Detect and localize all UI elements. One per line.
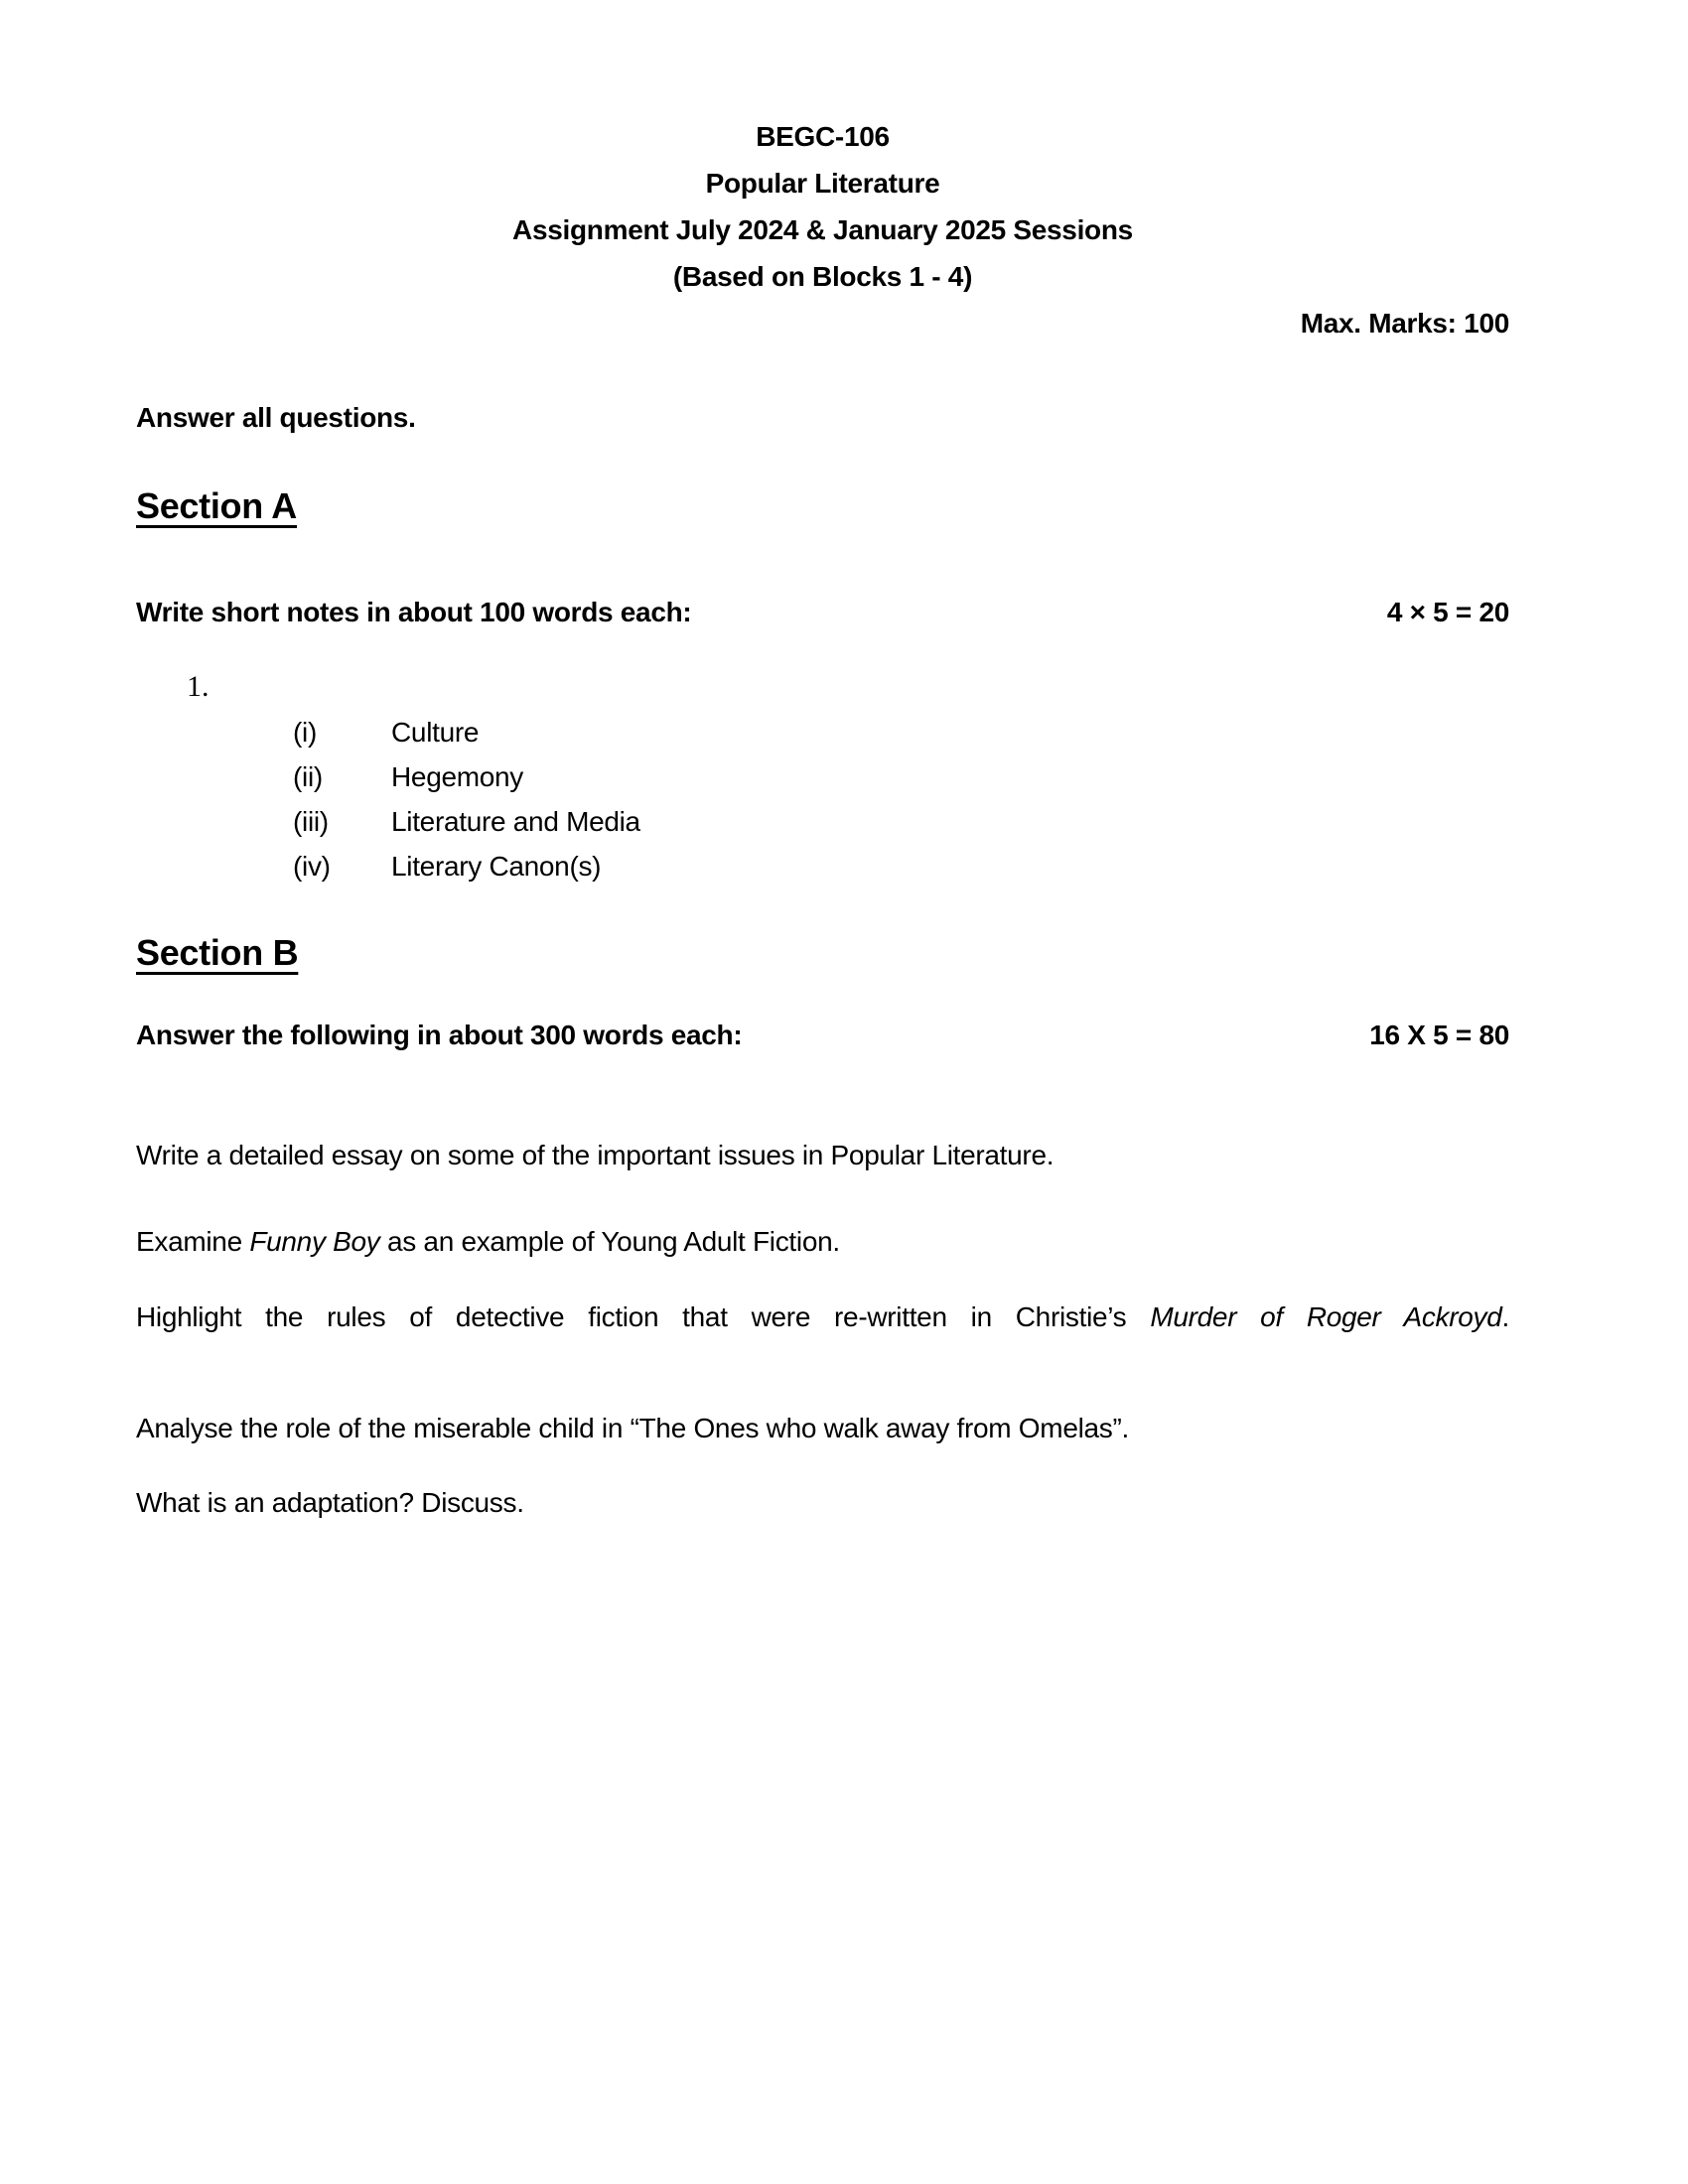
question-adaptation bbox=[136, 1479, 1509, 1526]
question-italic-title: Funny Boy bbox=[249, 1226, 380, 1257]
question-detective-fiction bbox=[136, 1294, 1509, 1340]
short-notes-list bbox=[136, 710, 1509, 888]
section-a-direction: Write short notes in about 100 words each: bbox=[136, 597, 692, 627]
section-a-marks: 4 × 5 = 20 bbox=[1386, 597, 1509, 627]
list-item bbox=[136, 754, 1509, 799]
list-item-numeral: (iii) bbox=[293, 806, 329, 837]
list-item bbox=[136, 799, 1509, 844]
question-omelas bbox=[136, 1405, 1509, 1451]
course-code: BEGC-106 bbox=[756, 121, 890, 152]
question-text: as an example of Young Adult Fiction. bbox=[379, 1226, 840, 1257]
list-item-text: Literary Canon(s) bbox=[391, 851, 602, 882]
list-item-numeral: (i) bbox=[293, 717, 317, 748]
question-funny-boy bbox=[136, 1218, 1509, 1265]
section-b-marks: 16 X 5 = 80 bbox=[1369, 1020, 1509, 1050]
list-item-text: Hegemony bbox=[391, 761, 524, 792]
question-1-number: 1. bbox=[187, 670, 210, 703]
course-title: Popular Literature bbox=[705, 168, 940, 199]
list-item bbox=[136, 710, 1509, 754]
assignment-session-line: Assignment July 2024 & January 2025 Sessions bbox=[512, 214, 1133, 245]
question-text: Highlight the rules of detective fiction that were re-written in Christie’s bbox=[136, 1301, 1151, 1332]
question-italic-title: Murder of Roger Ackroyd bbox=[1150, 1301, 1502, 1332]
question-text: . bbox=[1501, 1301, 1509, 1332]
list-item-text: Culture bbox=[391, 717, 480, 748]
list-item-numeral: (ii) bbox=[293, 761, 323, 792]
list-item-text: Literature and Media bbox=[391, 806, 640, 837]
section-b-title: Section B bbox=[136, 932, 299, 973]
question-text: Write a detailed essay on some of the important issues in Popular Literature. bbox=[136, 1140, 1055, 1170]
section-b-direction-row bbox=[136, 1012, 1509, 1058]
section-a-direction-row bbox=[136, 589, 1509, 635]
question-text: What is an adaptation? Discuss. bbox=[136, 1487, 524, 1518]
question-text: Examine bbox=[136, 1226, 250, 1257]
document-header bbox=[136, 113, 1509, 300]
section-b-direction: Answer the following in about 300 words each: bbox=[136, 1020, 743, 1050]
list-item bbox=[136, 844, 1509, 888]
question-popular-literature-essay bbox=[136, 1132, 1509, 1178]
section-a-title: Section A bbox=[136, 485, 297, 526]
based-on-line: (Based on Blocks 1 - 4) bbox=[672, 261, 973, 292]
instruction-line: Answer all questions. bbox=[136, 402, 416, 433]
question-text: Analyse the role of the miserable child in “The Ones who walk away from Omelas”. bbox=[136, 1413, 1129, 1443]
max-marks: Max. Marks: 100 bbox=[1300, 308, 1509, 339]
list-item-numeral: (iv) bbox=[293, 851, 331, 882]
